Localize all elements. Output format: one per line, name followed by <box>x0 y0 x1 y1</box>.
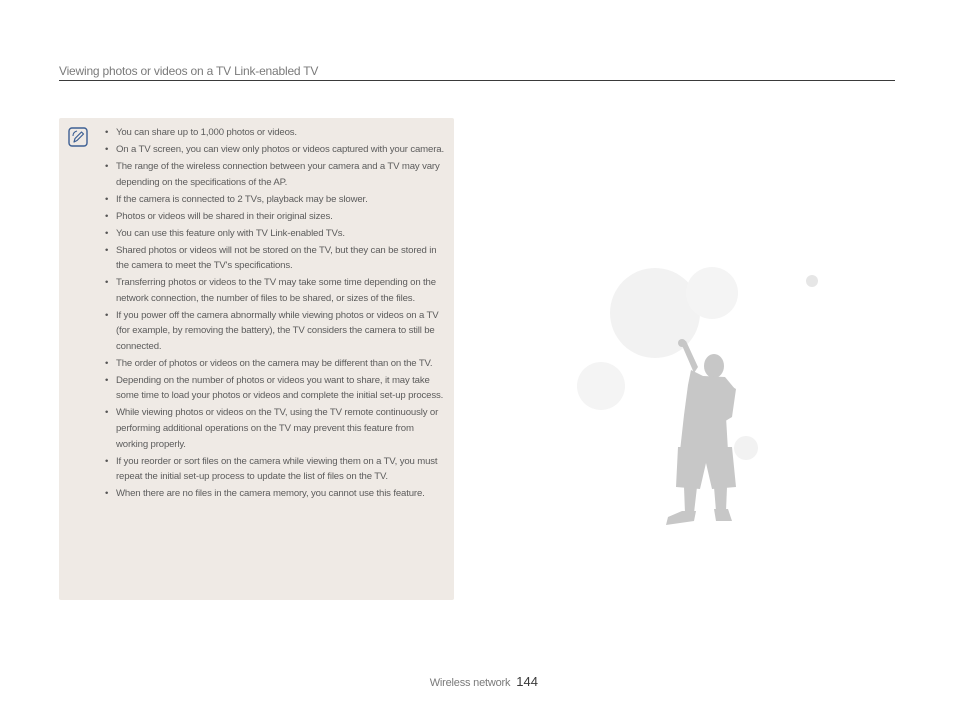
list-item: • On a TV screen, you can view only photos or videos captured with your camera. <box>105 142 445 158</box>
list-item: • Photos or videos will be shared in their original sizes. <box>105 209 445 225</box>
page-header <box>59 62 895 81</box>
bubble-medium <box>686 267 738 319</box>
list-item: • The order of photos or videos on the camera may be different than on the TV. <box>105 356 445 372</box>
list-item: • Transferring photos or videos to the TV may take some time depending on the network connection, the number of files to be shared, or sizes of the files. <box>105 275 445 306</box>
bubble-small <box>734 436 758 460</box>
list-item: • You can use this feature only with TV Link-enabled TVs. <box>105 226 445 242</box>
note-box <box>59 118 454 600</box>
list-item: • The range of the wireless connection between your camera and a TV may vary depending on the specifications of the AP. <box>105 159 445 190</box>
list-item: • If the camera is connected to 2 TVs, playback may be slower. <box>105 192 445 208</box>
list-item: • While viewing photos or videos on the TV, using the TV remote continuously or performing additional operations on the TV may prevent this feature from working properly. <box>105 405 445 452</box>
page-footer <box>380 673 538 691</box>
bubble-left <box>577 362 625 410</box>
note-list <box>105 125 445 503</box>
child-pointing-at-bubbles-illustration <box>560 255 830 535</box>
footer-section-name: Wireless network <box>429 677 511 689</box>
page-header-title: Viewing photos or videos on a TV Link-enabled TV <box>59 64 319 78</box>
page-number: 144 <box>516 674 538 689</box>
bubble-tiny <box>806 275 818 287</box>
list-item: • Shared photos or videos will not be stored on the TV, but they can be stored in the camera to meet the TV's specifications. <box>105 243 445 274</box>
list-item: • Depending on the number of photos or videos you want to share, it may take some time to load your photos or videos and complete the initial set-up process. <box>105 373 445 404</box>
list-item: • If you power off the camera abnormally while viewing photos or videos on a TV (for example, by removing the battery), the TV considers the camera to still be connected. <box>105 308 445 355</box>
pencil-note-icon <box>68 127 88 147</box>
list-item: • You can share up to 1,000 photos or videos. <box>105 125 445 141</box>
list-item: • When there are no files in the camera memory, you cannot use this feature. <box>105 486 445 502</box>
child-silhouette <box>666 339 736 525</box>
list-item: • If you reorder or sort files on the camera while viewing them on a TV, you must repeat the initial set-up process to update the list of files on the TV. <box>105 454 445 485</box>
